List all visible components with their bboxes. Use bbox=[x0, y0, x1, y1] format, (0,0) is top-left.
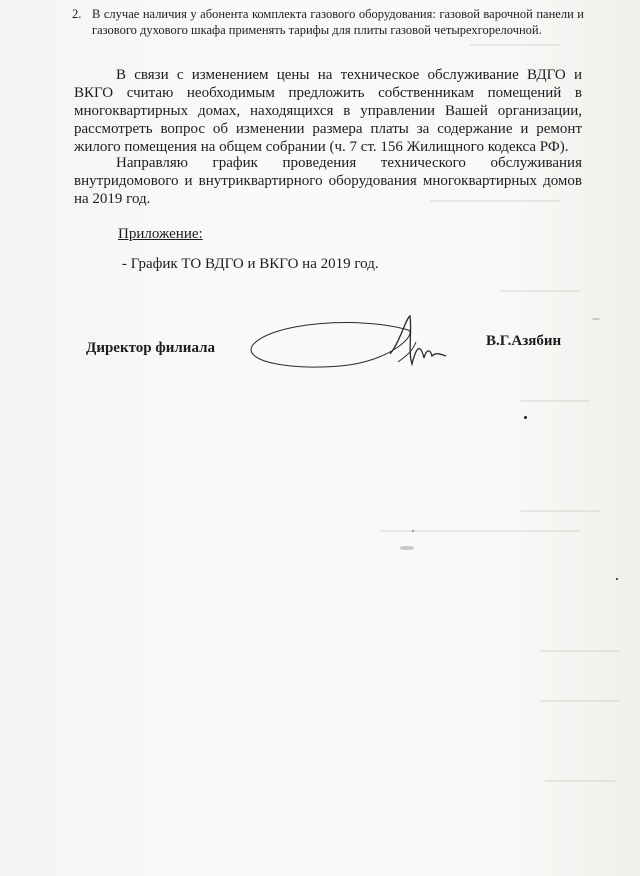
attachment-item: - График ТО ВДГО и ВКГО на 2019 год. bbox=[122, 256, 379, 272]
show-through-mark bbox=[545, 780, 615, 782]
scan-speck bbox=[412, 530, 414, 532]
signer-name: В.Г.Азябин bbox=[486, 333, 562, 349]
list-item-2 bbox=[72, 6, 584, 38]
list-item-number: 2. bbox=[72, 7, 82, 21]
show-through-mark bbox=[380, 530, 580, 532]
list-item-text: В случае наличия у абонента комплекта газового оборудования: газовой варочной панели и газового духового шкафа применять тарифы для плиты газовой четырехгорелочной. bbox=[92, 7, 584, 37]
scan-speck bbox=[616, 578, 618, 580]
paragraph-price-change: В связи с изменением цены на техническое обслуживание ВДГО и ВКГО считаю необходимым предложить собственникам помещений в многоквартирных домах, находящихся в управлении Вашей организации, рассмотреть вопрос об изменении размера платы за содержание и ремонт жилого помещения на общем собрании (ч. 7 ст. 156 Жилищного кодекса РФ). bbox=[74, 67, 582, 155]
show-through-mark bbox=[520, 400, 590, 402]
scan-smudge bbox=[400, 546, 414, 550]
paragraph-schedule: Направляю график проведения технического обслуживания внутридомового и внутриквартирного оборудования многоквартирных домов на 2019 год. bbox=[74, 155, 582, 207]
show-through-mark bbox=[540, 700, 620, 702]
scan-smudge bbox=[592, 318, 600, 320]
attachment-label: Приложение: bbox=[118, 226, 203, 242]
show-through-mark bbox=[540, 650, 620, 652]
show-through-mark bbox=[470, 44, 560, 46]
show-through-mark bbox=[500, 290, 580, 292]
show-through-mark bbox=[520, 510, 600, 512]
handwritten-signature bbox=[240, 312, 450, 374]
signer-title: Директор филиала bbox=[86, 340, 215, 356]
scan-speck bbox=[524, 416, 527, 419]
